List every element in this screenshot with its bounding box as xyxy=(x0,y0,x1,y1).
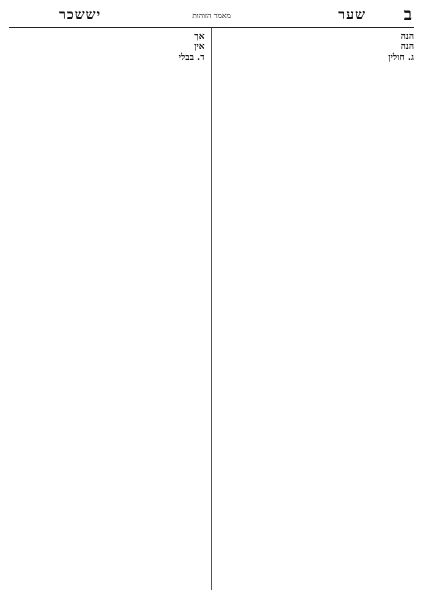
gate-heading: שער xyxy=(338,7,366,23)
section-marker: אין xyxy=(194,42,205,53)
text-columns xyxy=(9,32,414,590)
book-title: יששכר xyxy=(59,7,102,23)
paragraph xyxy=(219,33,415,42)
running-header xyxy=(9,6,414,28)
section-marker: ג. חולין xyxy=(388,52,414,63)
paragraph xyxy=(219,54,415,63)
section-subtitle: מאמר הזוהות xyxy=(192,11,231,20)
right-column xyxy=(219,32,415,590)
section-marker: אך xyxy=(194,32,205,42)
paragraph xyxy=(9,54,205,63)
section-marker: הנה xyxy=(400,42,414,53)
paragraph xyxy=(9,33,205,42)
page-letter: ב xyxy=(403,5,412,25)
left-column xyxy=(9,32,205,590)
section-marker: ד. בבלי xyxy=(178,52,205,63)
paragraph xyxy=(219,43,415,52)
paragraph xyxy=(9,43,205,52)
section-marker: הנה xyxy=(400,32,414,42)
